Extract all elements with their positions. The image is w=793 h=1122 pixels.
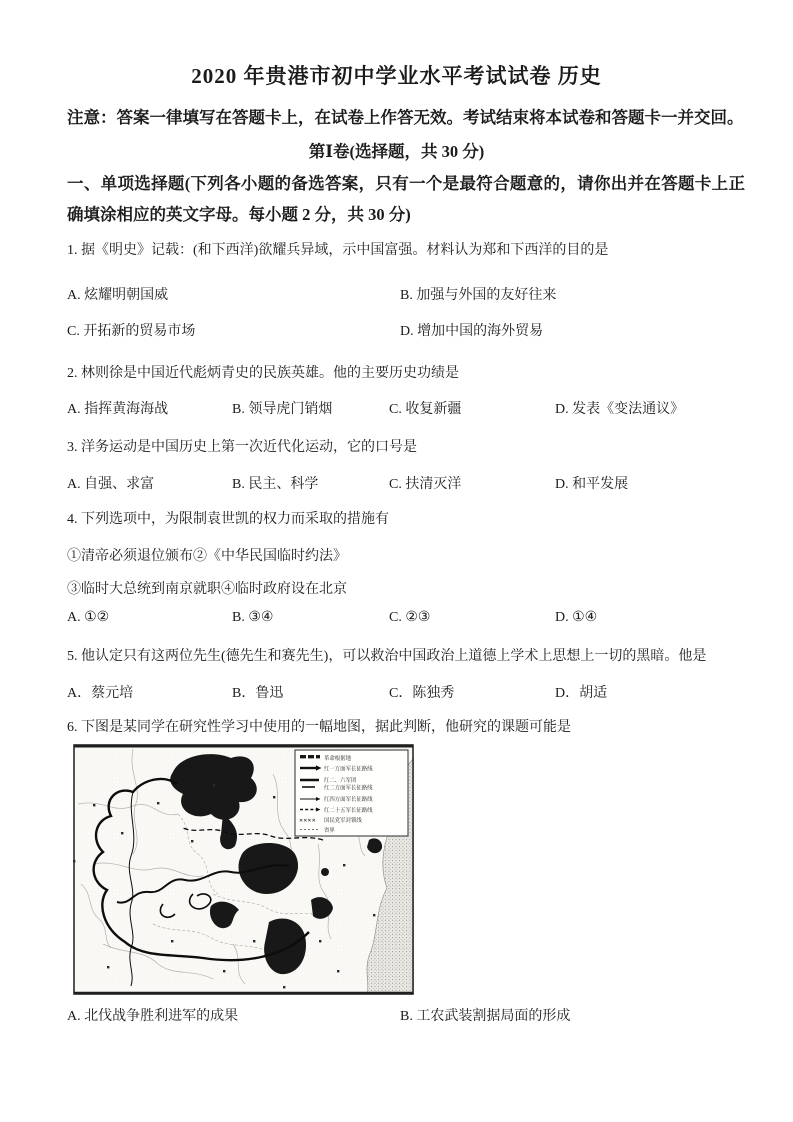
q2-option-a: A. 指挥黄海海战 [67,402,169,417]
question-3-options-row [67,473,777,493]
question-2-text: 2. 林则徐是中国近代彪炳青史的民族英雄。他的主要历史功绩是 [67,366,459,381]
question-6-text: 6. 下图是某同学在研究性学习中使用的一幅地图，据此判断，他研究的课题可能是 [67,720,571,735]
q3-option-a: A. 自强、求富 [67,477,155,492]
question-1-options-row-1 [67,284,777,304]
q3-option-c: C. 扶清灭洋 [389,477,462,492]
legend-symbol-blockade-line: ✕✕✕✕ [299,819,316,824]
question-3-text: 3. 洋务运动是中国历史上第一次近代化运动，它的口号是 [67,440,417,455]
legend-symbol-base-area [300,755,320,758]
q5-option-d: D．胡适 [555,686,608,701]
question-2-options-row [67,398,777,418]
q1-option-b: B. 加强与外国的友好往来 [400,288,557,303]
q2-option-c: C. 收复新疆 [389,402,462,417]
question-1-text: 1. 据《明史》记载：(和下西洋)欲耀兵异域，示中国富强。材料认为郑和下西洋的目的是 [67,243,609,258]
legend-label-first-army: 红一方面军长征路线 [324,766,373,773]
legend-label-second-front-army: 红二方面军长征路线 [324,785,373,792]
q5-option-c: C．陈独秀 [389,686,455,701]
section-one-header: 一、单项选择题(下列各小题的备选答案，只有一个是最符合题意的，请你出并在答题卡上正确填涂相应的英文字母。每小题 2 分，共 30 分) [67,174,745,224]
legend-label-twentyfifth-army: 红二十五军长征路线 [324,807,373,814]
q2-option-b: B. 领导虎门销烟 [232,402,333,417]
legend-label-blockade-line: 国民党军封锁线 [324,818,362,824]
q5-option-a: A．蔡元培 [67,686,134,701]
question-5-text: 5. 他认定只有这两位先生(德先生和赛先生)，可以救治中国政治上道德上学术上思想上一切的黑暗。他是 [67,649,707,664]
legend-label-base-area: 革命根据地 [324,756,351,762]
q5-option-b: B．鲁迅 [232,686,284,701]
q3-option-d: D. 和平发展 [555,477,629,492]
question-1-options-row-2 [67,320,777,340]
question-4-text: 4. 下列选项中，为限制袁世凯的权力而采取的措施有 [67,512,389,527]
question-5-options-row [67,682,777,702]
map-legend [295,750,408,836]
question-4-options-row [67,609,777,629]
q6-option-b: B. 工农武装割据局面的形成 [400,1009,571,1024]
legend-label-second-sixth-corps: 红二、六军团 [324,778,357,784]
q4-option-a: A. ①② [67,610,110,625]
notice-line: 注意：答案一律填写在答题卡上，在试卷上作答无效。考试结束将本试卷和答题卡一并交回。 [67,108,744,127]
question-6-options-row [67,1005,777,1025]
q2-option-d: D. 发表《变法通议》 [555,402,685,417]
page-title: 2020 年贵港市初中学业水平考试试卷 历史 [191,64,602,88]
q1-option-d: D. 增加中国的海外贸易 [400,324,544,339]
question-4-subline-2: ③临时大总统到南京就职④临时政府设在北京 [67,582,347,597]
question-4-subline-1: ①清帝必须退位颁布②《中华民国临时约法》 [67,549,347,564]
q4-option-c: C. ②③ [389,610,431,625]
q1-option-c: C. 开拓新的贸易市场 [67,324,196,339]
q4-option-b: B. ③④ [232,610,274,625]
q6-option-a: A. 北伐战争胜利进军的成果 [67,1009,239,1024]
legend-label-fourth-army: 红四方面军长征路线 [324,797,373,803]
part-one-header: 第Ⅰ卷(选择题，共 30 分) [308,142,485,161]
q4-option-d: D. ①④ [555,610,598,625]
q3-option-b: B. 民主、科学 [232,477,319,492]
q1-option-a: A. 炫耀明朝国威 [67,288,169,303]
long-march-map [73,744,414,995]
legend-label-province-border: 省界 [324,827,335,834]
